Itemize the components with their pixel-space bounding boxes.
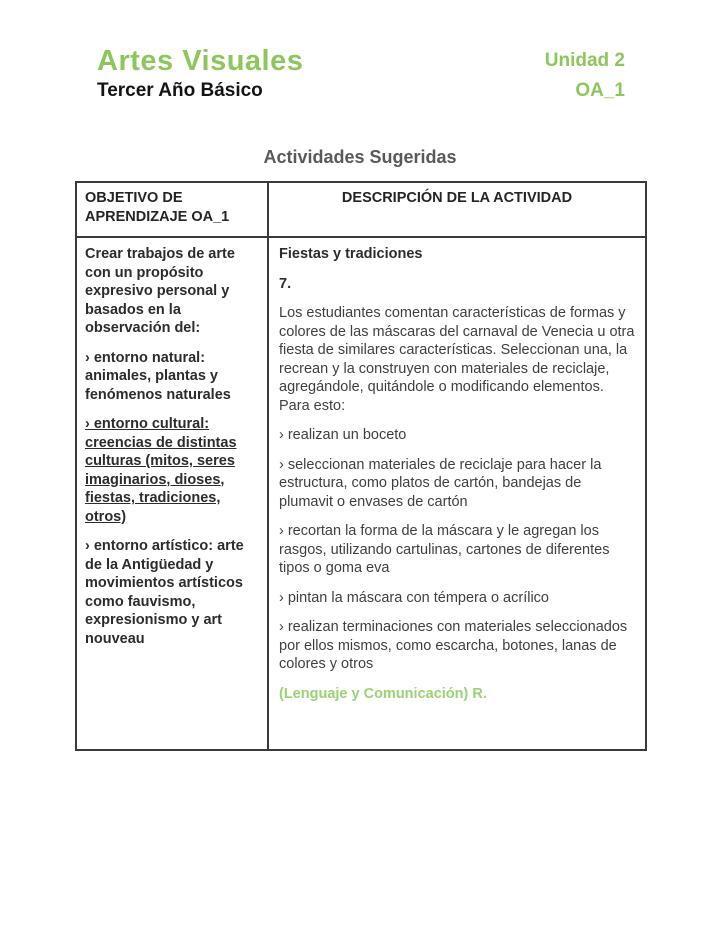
activity-step-3: › recortan la forma de la máscara y le agregan los rasgos, utilizando cartulinas, cartones de diferentes tipos o goma eva — [279, 523, 610, 576]
table-header-row — [76, 182, 646, 237]
unit-label: Unidad 2 — [544, 50, 625, 71]
activity-step-4: › pintan la máscara con témpera o acrílico — [279, 589, 549, 606]
oa-label: OA_1 — [575, 80, 625, 101]
activity-cell — [268, 237, 646, 750]
activities-table — [75, 181, 647, 751]
activity-subject-tag: (Lenguaje y Comunicación) R. — [279, 685, 487, 702]
activity-step-5: › realizan terminaciones con materiales seleccionados por ellos mismos, como escarcha, botones, lanas de colores y otros — [279, 619, 628, 672]
header-right-block — [545, 44, 625, 104]
objective-bullet-artistico: › entorno artístico: arte de la Antigüedad y movimientos artísticos como fauvismo, expresionismo y art nouveau — [85, 538, 244, 647]
course-title: Artes Visuales — [97, 45, 304, 77]
table-body-row — [76, 237, 646, 750]
section-title: Actividades Sugeridas — [263, 147, 457, 167]
grade-subtitle: Tercer Año Básico — [97, 80, 263, 101]
activity-step-1: › realizan un boceto — [279, 427, 407, 443]
activity-number: 7. — [279, 275, 292, 292]
objective-bullet-natural: › entorno natural: animales, plantas y fenómenos naturales — [85, 349, 231, 403]
activity-column-header: DESCRIPCIÓN DE LA ACTIVIDAD — [268, 182, 646, 237]
objective-intro: Crear trabajos de arte con un propósito expresivo personal y basados en la observación del: — [85, 246, 235, 336]
activity-description: Los estudiantes comentan características de formas y colores de las máscaras del carnaval de Venecia u otra fiesta de similares características. Seleccionan una, la recrean y la construyen con materiales de reciclaje, agregándole, quitándole o modificando elementos. Para esto: — [279, 305, 635, 414]
document-header — [0, 0, 720, 104]
objective-column-header: OBJETIVO DE APRENDIZAJE OA_1 — [76, 182, 268, 237]
activity-step-2: › seleccionan materiales de reciclaje para hacer la estructura, como platos de cartón, bandejas de plumavit o envases de cartón — [279, 456, 602, 510]
header-left-block — [97, 44, 303, 104]
activity-title: Fiestas y tradiciones — [279, 246, 423, 262]
objective-bullet-cultural: › entorno cultural: creencias de distintas culturas (mitos, seres imaginarios, dioses, fiestas, tradiciones, otros) — [85, 416, 237, 525]
objective-cell — [76, 237, 268, 750]
